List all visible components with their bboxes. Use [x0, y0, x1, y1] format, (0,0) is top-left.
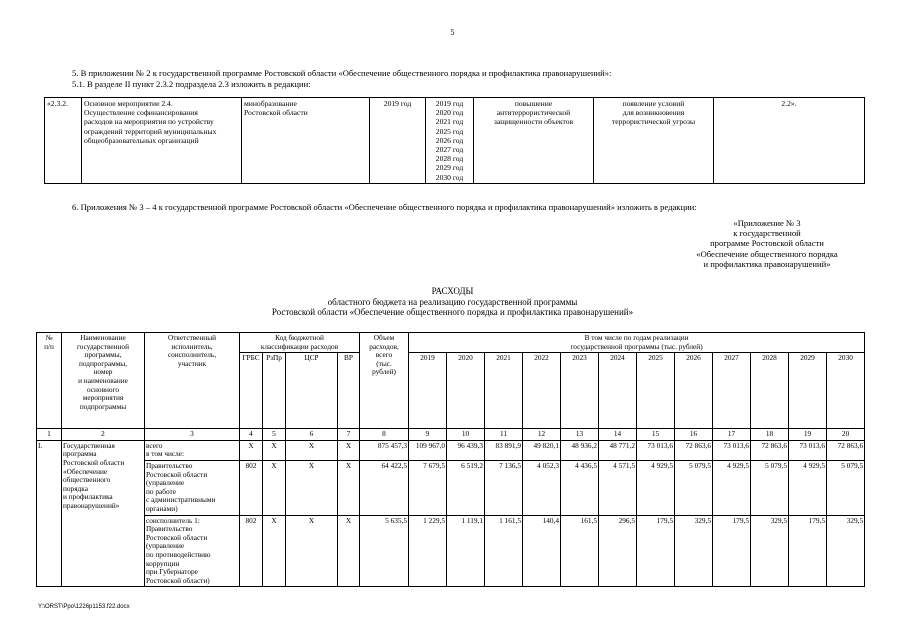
row-value: 73 013,6: [713, 440, 751, 460]
measure-row: [45, 98, 865, 184]
row-value: 179,5: [713, 515, 751, 587]
row-value: 140,4: [523, 515, 561, 587]
header-year: 2029: [789, 353, 827, 429]
table-row: [37, 440, 865, 460]
row-value: 5 079,5: [751, 460, 789, 515]
row-value: 5 079,5: [827, 460, 865, 515]
row-value: 4 929,5: [637, 460, 675, 515]
column-number: 11: [485, 429, 523, 441]
header-budget-code: Код бюджетной классификации расходов: [240, 333, 360, 353]
measure-table: [44, 97, 865, 184]
header-year: 2027: [713, 353, 751, 429]
page-number: 5: [450, 28, 455, 37]
row-rzpr: Х: [263, 515, 286, 587]
column-number: 7: [338, 429, 360, 441]
header-year: 2028: [751, 353, 789, 429]
header-vr: ВР: [338, 353, 360, 429]
row-rzpr: Х: [263, 440, 286, 460]
header-years-group: В том числе по годам реализации государственной программы (тыс. рублей): [409, 333, 865, 353]
header-year: 2019: [409, 353, 447, 429]
paragraph-5: 5. В приложении № 2 к государственной программе Ростовской области «Обеспечение общественного порядка и профилактика правонарушений»:: [72, 68, 612, 78]
column-number-row: [37, 429, 865, 441]
header-year: 2022: [523, 353, 561, 429]
column-number: 18: [751, 429, 789, 441]
row-value: 4 929,5: [713, 460, 751, 515]
measure-number: «2.3.2.: [45, 98, 82, 184]
table-row: [37, 460, 865, 515]
file-path-footer: Y:\ORST\Ppo\1226p1153.f22.docx: [38, 604, 130, 610]
measure-result: повышение антитеррористической защищенности объектов: [474, 98, 594, 184]
row-value: 48 771,2: [599, 440, 637, 460]
column-number: 14: [599, 429, 637, 441]
row-value: 109 967,0: [409, 440, 447, 460]
row-rzpr: Х: [263, 460, 286, 515]
measure-years: 2019 год 2020 год 2021 год 2025 год 2026 год 2027 год 2028 год 2029 год 2030 год: [426, 98, 474, 184]
header-volume: Объем расходов, всего (тыс. рублей): [360, 333, 409, 429]
row-value: 1 229,5: [409, 515, 447, 587]
row-value: 161,5: [561, 515, 599, 587]
header-year: 2020: [447, 353, 485, 429]
row-value: 72 863,6: [751, 440, 789, 460]
measure-start: 2019 год: [370, 98, 426, 184]
header-year: 2023: [561, 353, 599, 429]
column-number: 19: [789, 429, 827, 441]
row-value: 179,5: [789, 515, 827, 587]
header-number: № п/п: [37, 333, 62, 429]
row-csr: Х: [286, 515, 338, 587]
row-value: 329,5: [751, 515, 789, 587]
column-number: 12: [523, 429, 561, 441]
header-executor: Ответственный исполнитель, соисполнитель, участник: [145, 333, 240, 429]
row-grbs: 802: [240, 460, 263, 515]
row-total: 875 457,3: [360, 440, 409, 460]
row-executor: Правительство Ростовской области (управление по работе с административными органами): [145, 460, 240, 515]
row-value: 7 136,5: [485, 460, 523, 515]
column-number: 3: [145, 429, 240, 441]
row-value: 4 929,5: [789, 460, 827, 515]
expenses-table: [36, 332, 865, 587]
column-number: 2: [62, 429, 145, 441]
row-value: 179,5: [637, 515, 675, 587]
row-csr: Х: [286, 460, 338, 515]
row-total: 5 635,5: [360, 515, 409, 587]
header-grbs: ГРБС: [240, 353, 263, 429]
column-number: 16: [675, 429, 713, 441]
column-number: 10: [447, 429, 485, 441]
column-number: 8: [360, 429, 409, 441]
column-number: 1: [37, 429, 62, 441]
document-title: РАСХОДЫ областного бюджета на реализацию государственной программы Ростовской области «Обеспечение общественного порядка и профилактика правонарушений»: [271, 286, 634, 317]
column-number: 6: [286, 429, 338, 441]
row-value: 329,5: [675, 515, 713, 587]
row-vr: Х: [338, 460, 360, 515]
row-grbs: Х: [240, 440, 263, 460]
column-number: 4: [240, 429, 263, 441]
program-name: Государственная программа Ростовской области «Обеспечение общественного порядка и профилактика правонарушений»: [62, 440, 145, 587]
row-csr: Х: [286, 440, 338, 460]
row-value: 4 571,5: [599, 460, 637, 515]
column-number: 17: [713, 429, 751, 441]
row-grbs: 802: [240, 515, 263, 587]
header-row: [37, 333, 865, 353]
appendix-heading: «Приложение № 3 к государственной программе Ростовской области «Обеспечение общественного порядка и профилактика правонарушений»: [696, 218, 838, 269]
header-rzpr: РзПр: [263, 353, 286, 429]
measure-executor: минобразование Ростовской области: [242, 98, 370, 184]
row-value: 6 519,2: [447, 460, 485, 515]
row-value: 73 013,6: [789, 440, 827, 460]
header-year: 2025: [637, 353, 675, 429]
row-value: 296,5: [599, 515, 637, 587]
column-number: 5: [263, 429, 286, 441]
column-number: 13: [561, 429, 599, 441]
row-value: 72 863,6: [675, 440, 713, 460]
header-name: Наименование государственной программы, подпрограммы, номер и наименование основного мероприятия подпрограммы: [62, 333, 145, 429]
row-value: 7 679,5: [409, 460, 447, 515]
column-number: 20: [827, 429, 865, 441]
row-value: 1 161,5: [485, 515, 523, 587]
row-value: 5 079,5: [675, 460, 713, 515]
table-row: [37, 515, 865, 587]
row-vr: Х: [338, 515, 360, 587]
row-vr: Х: [338, 440, 360, 460]
header-year: 2024: [599, 353, 637, 429]
column-number: 15: [637, 429, 675, 441]
row-value: 1 119,1: [447, 515, 485, 587]
paragraph-5-1: 5.1. В разделе II пункт 2.3.2 подраздела 2.3 изложить в редакции:: [72, 79, 311, 89]
row-value: 48 936,2: [561, 440, 599, 460]
row-value: 96 439,3: [447, 440, 485, 460]
row-value: 83 891,9: [485, 440, 523, 460]
row-number: I.: [37, 440, 62, 587]
row-value: 4 052,3: [523, 460, 561, 515]
row-value: 73 013,6: [637, 440, 675, 460]
header-year: 2030: [827, 353, 865, 429]
row-value: 72 863,6: [827, 440, 865, 460]
column-number: 9: [409, 429, 447, 441]
header-year: 2021: [485, 353, 523, 429]
header-year: 2026: [675, 353, 713, 429]
measure-link: 2.2».: [714, 98, 865, 184]
header-csr: ЦСР: [286, 353, 338, 429]
row-total: 64 422,5: [360, 460, 409, 515]
row-executor: соисполнитель 1: Правительство Ростовской области (управление по противодействию коррупции при Губернаторе Ростовской области): [145, 515, 240, 587]
row-value: 49 820,1: [523, 440, 561, 460]
row-value: 329,5: [827, 515, 865, 587]
measure-event: Основное мероприятие 2.4. Осуществление софинансирования расходов на мероприятия по устройству ограждений территорий муниципальных общеобразовательных организаций: [82, 98, 242, 184]
measure-consequence: появление условий для возникновения террористической угрозы: [594, 98, 714, 184]
paragraph-6: 6. Приложения № 3 – 4 к государственной программе Ростовской области «Обеспечение общественного порядка и профилактика правонарушений» изложить в редакции:: [72, 202, 697, 212]
row-executor: всего в том числе:: [145, 440, 240, 460]
row-value: 4 436,5: [561, 460, 599, 515]
